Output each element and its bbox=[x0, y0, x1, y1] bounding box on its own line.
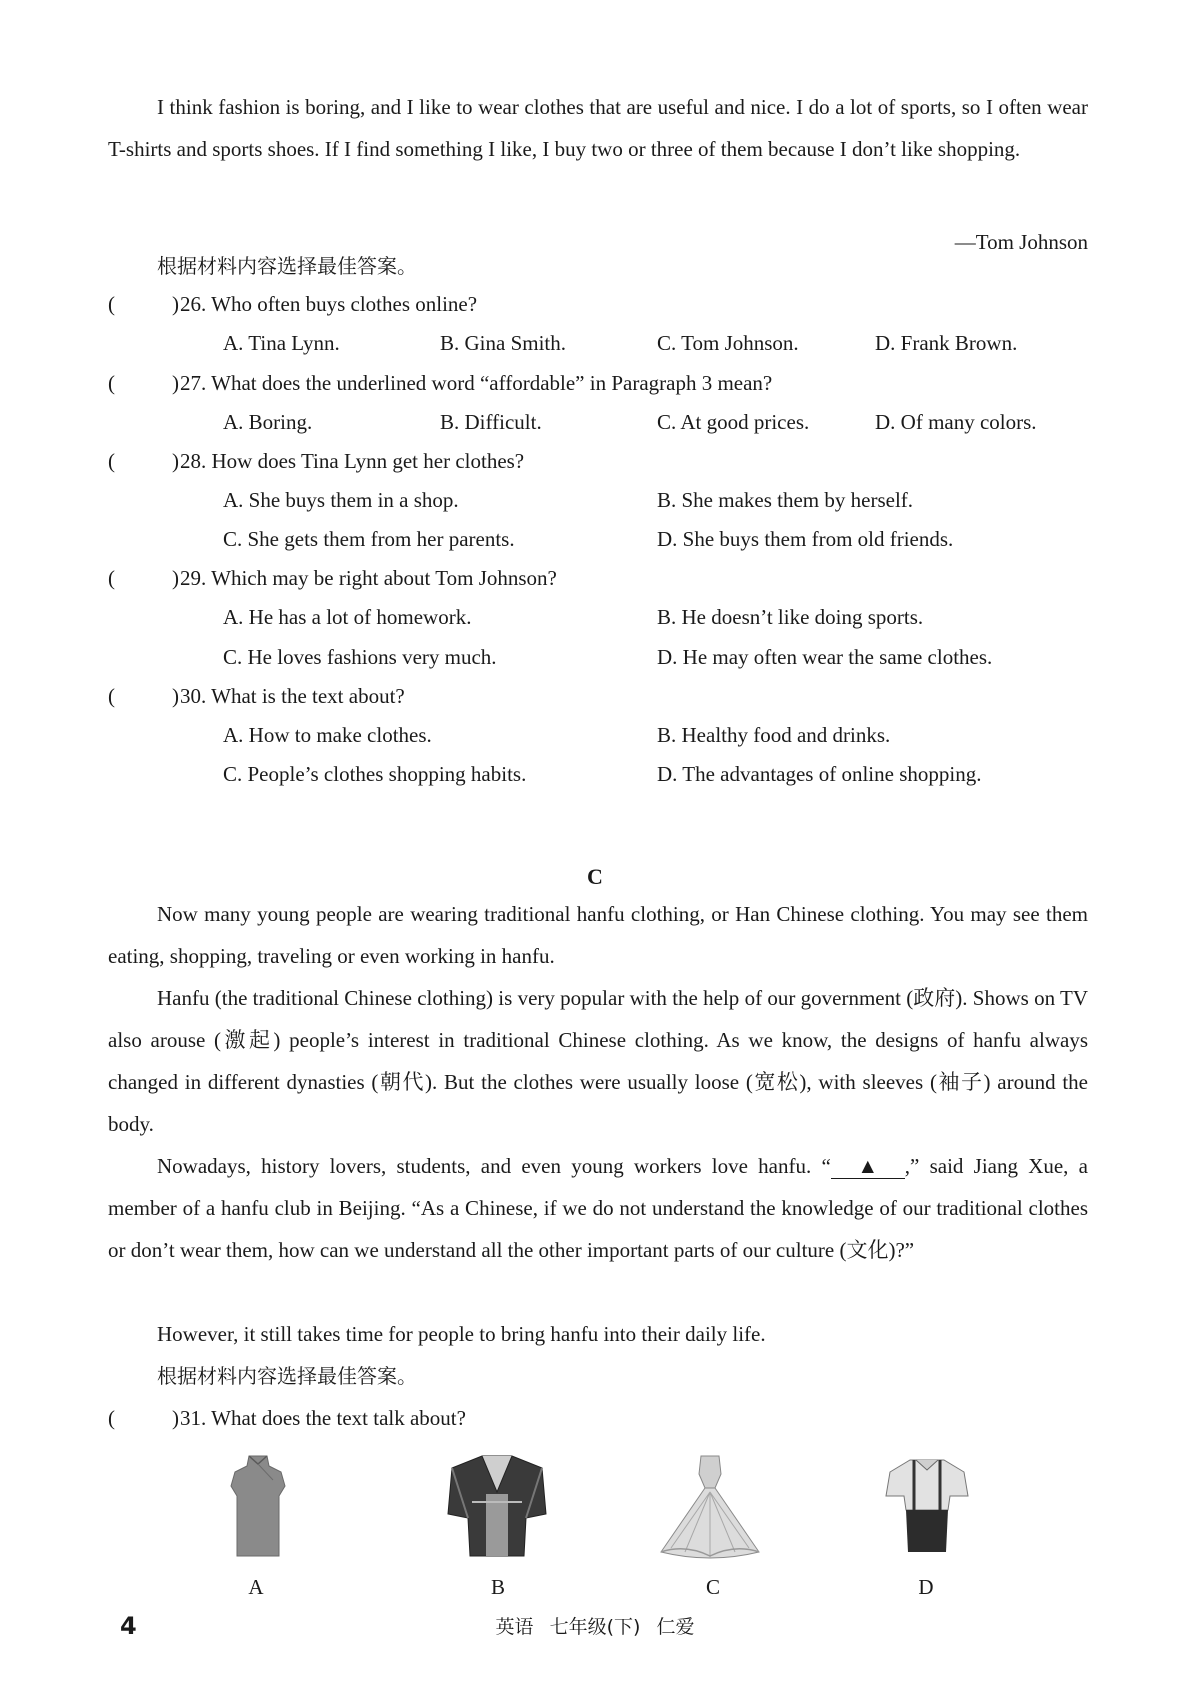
page-number: 4 bbox=[120, 1612, 137, 1640]
option-c: C. Tom Johnson. bbox=[657, 331, 799, 355]
picture-label-c: C bbox=[705, 1575, 720, 1599]
option-d: D. He may often wear the same clothes. bbox=[657, 645, 993, 669]
option-a: A. Boring. bbox=[223, 410, 313, 434]
hanfu-robe-icon[interactable] bbox=[442, 1452, 552, 1564]
option-b: B. Difficult. bbox=[440, 410, 542, 434]
question-stem: 28. How does Tina Lynn get her clothes? bbox=[180, 449, 525, 473]
option-c: C. He loves fashions very much. bbox=[223, 645, 497, 669]
footer-subject: 英语 bbox=[495, 1616, 534, 1638]
answer-paren-open: ( bbox=[108, 566, 115, 590]
question-stem: 31. What does the text talk about? bbox=[180, 1406, 466, 1430]
passage-c-paragraph-1: Now many young people are wearing traditional hanfu clothing, or Han Chinese clothing. You may see them eating, shopping, traveling or even working in hanfu. bbox=[108, 902, 1088, 968]
question-stem: 27. What does the underlined word “affordable” in Paragraph 3 mean? bbox=[180, 371, 773, 395]
author-signature: —Tom Johnson bbox=[954, 230, 1088, 254]
fill-in-blank[interactable]: ▲ bbox=[831, 1154, 905, 1179]
question-30 bbox=[108, 675, 1088, 717]
question-29 bbox=[108, 557, 1088, 599]
picture-label-d: D bbox=[918, 1575, 934, 1599]
answer-paren-close: ) bbox=[172, 1406, 179, 1430]
option-d: D. Of many colors. bbox=[875, 410, 1037, 434]
answer-paren-close: ) bbox=[172, 292, 179, 316]
option-d: D. The advantages of online shopping. bbox=[657, 762, 982, 786]
option-c: C. At good prices. bbox=[657, 410, 810, 434]
picture-label-a: A bbox=[248, 1575, 264, 1599]
section-heading-c: C bbox=[587, 864, 603, 889]
instruction-b: 根据材料内容选择最佳答案。 bbox=[157, 254, 417, 278]
option-b: B. He doesn’t like doing sports. bbox=[657, 605, 924, 629]
option-a: A. Tina Lynn. bbox=[223, 331, 340, 355]
question-stem: 26. Who often buys clothes online? bbox=[180, 292, 478, 316]
answer-paren-close: ) bbox=[172, 684, 179, 708]
passage-paragraph-tom: I think fashion is boring, and I like to wear clothes that are useful and nice. I do a lot of sports, so I often wear T-shirts and sports shoes. If I find something I like, I buy two or three of them because I don’t like shopping. bbox=[108, 95, 1088, 161]
answer-paren-open: ( bbox=[108, 684, 115, 708]
option-a: A. She buys them in a shop. bbox=[223, 488, 459, 512]
paragraph-3-start: Nowadays, history lovers, students, and even young workers love hanfu. “ bbox=[157, 1154, 831, 1178]
answer-paren-open: ( bbox=[108, 292, 115, 316]
option-d: D. Frank Brown. bbox=[875, 331, 1018, 355]
instruction-c: 根据材料内容选择最佳答案。 bbox=[157, 1364, 417, 1388]
paragraph-3-end: ,” said Jiang Xue, a member of a hanfu club in Beijing. “As a Chinese, if we do not understand the knowledge of our traditional clothes or don’t wear them, how can we understand all the other important parts of our culture (文化)?” bbox=[108, 1154, 1088, 1262]
blouse-skirt-icon[interactable] bbox=[872, 1452, 982, 1564]
passage-c-paragraph-4: However, it still takes time for people to bring hanfu into their daily life. bbox=[157, 1322, 766, 1346]
answer-paren-close: ) bbox=[172, 449, 179, 473]
option-b: B. Healthy food and drinks. bbox=[657, 723, 891, 747]
passage-c-paragraph-2: Hanfu (the traditional Chinese clothing) is very popular with the help of our government (政府). Shows on TV also arouse (激起) people’s interest in traditional Chinese clothing. As we know, the designs of hanfu always changed in different dynasties (朝代). But the clothes were usually loose (宽松), with sleeves (袖子) around the body. bbox=[108, 986, 1088, 1136]
option-a: A. How to make clothes. bbox=[223, 723, 432, 747]
option-c: C. People’s clothes shopping habits. bbox=[223, 762, 527, 786]
option-b: B. Gina Smith. bbox=[440, 331, 567, 355]
answer-paren-open: ( bbox=[108, 371, 115, 395]
question-stem: 30. What is the text about? bbox=[180, 684, 405, 708]
question-26 bbox=[108, 283, 1088, 325]
answer-paren-open: ( bbox=[108, 1406, 115, 1430]
question-31 bbox=[108, 1397, 1088, 1439]
question-28 bbox=[108, 440, 1088, 482]
picture-label-b: B bbox=[490, 1575, 505, 1599]
footer-info bbox=[0, 1612, 1190, 1639]
question-stem: 29. Which may be right about Tom Johnson? bbox=[180, 566, 557, 590]
footer-edition: 仁爱 bbox=[656, 1616, 695, 1638]
ball-gown-icon[interactable] bbox=[655, 1452, 765, 1564]
option-a: A. He has a lot of homework. bbox=[223, 605, 472, 629]
answer-paren-close: ) bbox=[172, 371, 179, 395]
option-b: B. She makes them by herself. bbox=[657, 488, 914, 512]
answer-paren-close: ) bbox=[172, 566, 179, 590]
question-27 bbox=[108, 362, 1088, 404]
answer-paren-open: ( bbox=[108, 449, 115, 473]
footer-grade: 七年级(下) bbox=[549, 1616, 641, 1638]
option-c: C. She gets them from her parents. bbox=[223, 527, 515, 551]
qipao-dress-icon[interactable] bbox=[203, 1452, 313, 1564]
passage-c-paragraph-3 bbox=[108, 1145, 1088, 1271]
option-d: D. She buys them from old friends. bbox=[657, 527, 954, 551]
